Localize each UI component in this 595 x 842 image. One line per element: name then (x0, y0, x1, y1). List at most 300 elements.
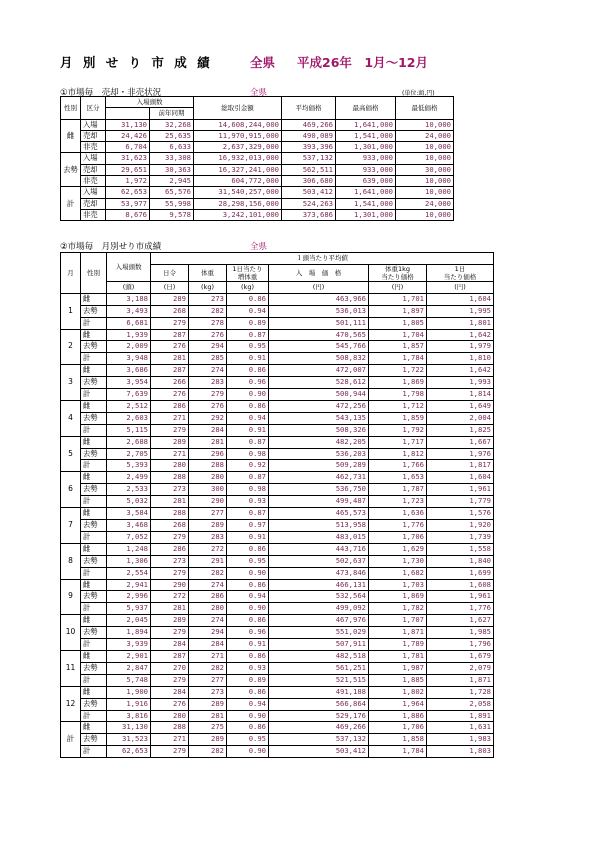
header-sex: 性別 (81, 253, 107, 294)
weight-cell: 290 (189, 496, 227, 508)
table-row (61, 555, 494, 567)
weight-cell: 274 (189, 579, 227, 591)
per-kg-cell: 1,784 (369, 746, 427, 758)
age-cell: 281 (151, 496, 189, 508)
weight-cell: 274 (189, 615, 227, 627)
age-cell: 268 (151, 305, 189, 317)
header-count: 入場頭数 (107, 253, 151, 282)
max-cell: 639,000 (336, 176, 396, 187)
daily-gain-cell: 0.86 (227, 579, 269, 591)
kubun-cell: 入場 (81, 187, 106, 198)
weight-cell: 277 (189, 674, 227, 686)
weight-cell: 279 (189, 389, 227, 401)
sex-cell: 計 (81, 317, 107, 329)
count-cell: 5,032 (107, 496, 151, 508)
count-cell: 1,972 (106, 176, 150, 187)
daily-gain-cell: 0.91 (227, 353, 269, 365)
age-cell: 284 (151, 686, 189, 698)
daily-gain-cell: 0.91 (227, 531, 269, 543)
age-cell: 289 (151, 615, 189, 627)
age-cell: 286 (151, 400, 189, 412)
per-day-cell: 1,558 (427, 543, 494, 555)
daily-gain-cell: 0.94 (227, 591, 269, 603)
table-row (61, 164, 454, 175)
daily-gain-cell: 0.98 (227, 448, 269, 460)
daily-gain-cell: 0.93 (227, 662, 269, 674)
per-day-cell: 1,627 (427, 615, 494, 627)
section1-unit: (単位:頭,円) (402, 90, 435, 97)
per-day-cell: 1,679 (427, 650, 494, 662)
price-cell: 502,637 (269, 555, 369, 567)
count-cell: 1,894 (107, 627, 151, 639)
count-cell: 7,639 (107, 389, 151, 401)
table-row (61, 198, 454, 209)
per-day-cell: 1,871 (427, 674, 494, 686)
weight-cell: 283 (189, 377, 227, 389)
per-kg-cell: 1,805 (369, 317, 427, 329)
count-cell: 1,916 (107, 698, 151, 710)
header-max: 最高価格 (336, 97, 396, 120)
age-cell: 268 (151, 520, 189, 532)
avg-cell: 373,686 (282, 209, 336, 220)
page-title: 月 別 せ り 市 成 績 (60, 55, 213, 70)
price-cell: 462,731 (269, 472, 369, 484)
table-row (61, 142, 454, 153)
table-row (61, 305, 494, 317)
month-label: 4 (61, 400, 81, 436)
count-cell: 2,554 (107, 567, 151, 579)
count-cell: 3,584 (107, 508, 151, 520)
count-cell: 3,493 (107, 305, 151, 317)
month-label: 2 (61, 329, 81, 365)
unit-per-kg: (円) (369, 281, 427, 293)
per-day-cell: 1,801 (427, 317, 494, 329)
header-price: 入 場 価 格 (269, 264, 369, 281)
max-cell: 1,541,000 (336, 198, 396, 209)
count-cell: 6,704 (106, 142, 150, 153)
daily-gain-cell: 0.93 (227, 496, 269, 508)
avg-cell: 393,396 (282, 142, 336, 153)
daily-gain-cell: 0.86 (227, 615, 269, 627)
prev-cell: 33,308 (150, 153, 194, 164)
count-cell: 3,686 (107, 365, 151, 377)
weight-cell: 292 (189, 412, 227, 424)
weight-cell: 286 (189, 591, 227, 603)
age-cell: 279 (151, 746, 189, 758)
per-kg-cell: 1,964 (369, 698, 427, 710)
per-kg-cell: 1,885 (369, 674, 427, 686)
avg-cell: 562,511 (282, 164, 336, 175)
max-cell: 1,301,000 (336, 209, 396, 220)
per-day-cell: 1,604 (427, 472, 494, 484)
count-cell: 2,512 (107, 400, 151, 412)
age-cell: 287 (151, 650, 189, 662)
month-label: 5 (61, 436, 81, 472)
kubun-cell: 非売 (81, 209, 106, 220)
price-cell: 507,911 (269, 639, 369, 651)
per-day-cell: 2,004 (427, 412, 494, 424)
age-cell: 279 (151, 317, 189, 329)
sex-cell: 計 (81, 389, 107, 401)
table-row (61, 615, 494, 627)
per-day-cell: 1,739 (427, 531, 494, 543)
unit-price: (円) (269, 281, 369, 293)
sex-cell: 去勢 (81, 591, 107, 603)
count-cell: 31,623 (106, 153, 150, 164)
kubun-cell: 売却 (81, 130, 106, 141)
count-cell: 2,688 (107, 436, 151, 448)
header-per-head: １頭当たり平均値 (151, 253, 494, 265)
per-day-cell: 1,976 (427, 448, 494, 460)
sex-cell: 去勢 (81, 448, 107, 460)
sex-cell: 計 (81, 460, 107, 472)
month-label: 9 (61, 579, 81, 615)
sex-cell: 計 (81, 603, 107, 615)
count-cell: 2,941 (107, 579, 151, 591)
count-cell: 3,468 (107, 520, 151, 532)
monthly-results-table (60, 252, 494, 758)
kubun-cell: 入場 (81, 153, 106, 164)
age-cell: 279 (151, 567, 189, 579)
weight-cell: 289 (189, 520, 227, 532)
section2-heading: ②市場毎 月別せり市成績 (60, 242, 162, 252)
age-cell: 289 (151, 293, 189, 305)
weight-cell: 282 (189, 305, 227, 317)
daily-gain-cell: 0.87 (227, 329, 269, 341)
sex-cell: 雌 (81, 615, 107, 627)
header-kubun: 区分 (81, 97, 106, 120)
price-cell: 482,518 (269, 650, 369, 662)
table-row (61, 329, 494, 341)
price-cell: 473,846 (269, 567, 369, 579)
age-cell: 272 (151, 591, 189, 603)
per-kg-cell: 1,857 (369, 341, 427, 353)
price-cell: 466,131 (269, 579, 369, 591)
header-min: 最低価格 (396, 97, 454, 120)
table-row (61, 153, 454, 164)
price-cell: 566,864 (269, 698, 369, 710)
prev-cell: 2,945 (150, 176, 194, 187)
per-kg-cell: 1,706 (369, 722, 427, 734)
weight-cell: 280 (189, 472, 227, 484)
sex-cell: 雌 (81, 579, 107, 591)
daily-gain-cell: 0.96 (227, 627, 269, 639)
header-age: 日令 (151, 264, 189, 281)
price-cell: 483,015 (269, 531, 369, 543)
sex-cell: 去勢 (81, 627, 107, 639)
daily-gain-cell: 0.91 (227, 639, 269, 651)
table-row (61, 377, 494, 389)
count-cell: 2,045 (107, 615, 151, 627)
per-kg-cell: 1,871 (369, 627, 427, 639)
per-day-cell: 1,985 (427, 627, 494, 639)
price-cell: 543,135 (269, 412, 369, 424)
sex-cell: 去勢 (81, 377, 107, 389)
table-row (61, 698, 494, 710)
min-cell: 10,000 (396, 142, 454, 153)
per-kg-cell: 1,704 (369, 329, 427, 341)
min-cell: 24,000 (396, 198, 454, 209)
total-cell: 604,772,000 (194, 176, 282, 187)
total-cell: 14,608,244,000 (194, 119, 282, 130)
weight-cell: 284 (189, 424, 227, 436)
weight-cell: 277 (189, 508, 227, 520)
count-cell: 24,426 (106, 130, 150, 141)
per-day-cell: 1,699 (427, 567, 494, 579)
per-kg-cell: 1,730 (369, 555, 427, 567)
avg-cell: 490,089 (282, 130, 336, 141)
price-cell: 561,251 (269, 662, 369, 674)
sex-cell: 計 (81, 639, 107, 651)
weight-cell: 284 (189, 639, 227, 651)
table-row (61, 496, 494, 508)
price-cell: 537,132 (269, 734, 369, 746)
count-cell: 31,130 (106, 119, 150, 130)
table-row (61, 317, 494, 329)
table-row (61, 341, 494, 353)
table-row (61, 389, 494, 401)
count-cell: 1,248 (107, 543, 151, 555)
per-day-cell: 1,728 (427, 686, 494, 698)
daily-gain-cell: 0.90 (227, 389, 269, 401)
per-day-cell: 1,803 (427, 746, 494, 758)
month-label: 3 (61, 365, 81, 401)
avg-cell: 537,132 (282, 153, 336, 164)
sex-label: 計 (61, 187, 81, 221)
count-cell: 3,948 (107, 353, 151, 365)
count-cell: 2,499 (107, 472, 151, 484)
per-kg-cell: 1,812 (369, 448, 427, 460)
age-cell: 289 (151, 436, 189, 448)
per-day-cell: 2,058 (427, 698, 494, 710)
age-cell: 266 (151, 377, 189, 389)
table-row (61, 508, 494, 520)
per-day-cell: 1,667 (427, 436, 494, 448)
count-cell: 3,188 (107, 293, 151, 305)
age-cell: 276 (151, 341, 189, 353)
max-cell: 1,301,000 (336, 142, 396, 153)
prev-cell: 55,998 (150, 198, 194, 209)
header-total: 総取引金額 (194, 97, 282, 120)
table-row (61, 710, 494, 722)
weight-cell: 280 (189, 603, 227, 615)
per-kg-cell: 1,682 (369, 567, 427, 579)
daily-gain-cell: 0.95 (227, 555, 269, 567)
month-label: 8 (61, 543, 81, 579)
price-cell: 536,203 (269, 448, 369, 460)
sex-cell: 計 (81, 567, 107, 579)
per-kg-cell: 1,792 (369, 424, 427, 436)
daily-gain-cell: 0.94 (227, 698, 269, 710)
per-kg-cell: 1,712 (369, 400, 427, 412)
weight-cell: 294 (189, 627, 227, 639)
weight-cell: 274 (189, 365, 227, 377)
per-day-cell: 1,979 (427, 341, 494, 353)
daily-gain-cell: 0.86 (227, 543, 269, 555)
per-kg-cell: 1,784 (369, 353, 427, 365)
price-cell: 503,412 (269, 746, 369, 758)
per-kg-cell: 1,723 (369, 496, 427, 508)
age-cell: 281 (151, 603, 189, 615)
month-label: 12 (61, 686, 81, 722)
count-cell: 2,705 (107, 448, 151, 460)
sex-cell: 去勢 (81, 412, 107, 424)
section1-heading: ①市場毎 売却・非売状況 (60, 88, 162, 98)
daily-gain-cell: 0.90 (227, 746, 269, 758)
kubun-cell: 売却 (81, 164, 106, 175)
count-cell: 2,009 (107, 341, 151, 353)
per-kg-cell: 1,798 (369, 389, 427, 401)
per-kg-cell: 1,869 (369, 591, 427, 603)
weight-cell: 276 (189, 329, 227, 341)
sex-cell: 去勢 (81, 484, 107, 496)
per-kg-cell: 1,706 (369, 531, 427, 543)
age-cell: 276 (151, 698, 189, 710)
sex-cell: 去勢 (81, 555, 107, 567)
min-cell: 10,000 (396, 187, 454, 198)
per-kg-cell: 1,653 (369, 472, 427, 484)
daily-gain-cell: 0.86 (227, 722, 269, 734)
max-cell: 1,541,000 (336, 130, 396, 141)
daily-gain-cell: 0.97 (227, 520, 269, 532)
price-cell: 545,766 (269, 341, 369, 353)
sex-cell: 計 (81, 424, 107, 436)
header-avg: 平均価格 (282, 97, 336, 120)
kubun-cell: 入場 (81, 119, 106, 130)
daily-gain-cell: 0.87 (227, 508, 269, 520)
max-cell: 1,641,000 (336, 187, 396, 198)
min-cell: 10,000 (396, 153, 454, 164)
sex-cell: 雌 (81, 686, 107, 698)
per-kg-cell: 1,897 (369, 305, 427, 317)
age-cell: 279 (151, 531, 189, 543)
count-cell: 2,847 (107, 662, 151, 674)
table-row (61, 130, 454, 141)
per-day-cell: 1,961 (427, 484, 494, 496)
header-month: 月 (61, 253, 81, 294)
price-cell: 463,966 (269, 293, 369, 305)
table-row (61, 176, 454, 187)
price-cell: 499,092 (269, 603, 369, 615)
sex-cell: 去勢 (81, 341, 107, 353)
per-day-cell: 1,604 (427, 293, 494, 305)
title-period: 平成26年 1月～12月 (297, 55, 428, 70)
table-row (61, 531, 494, 543)
count-cell: 29,651 (106, 164, 150, 175)
per-kg-cell: 1,636 (369, 508, 427, 520)
table-row (61, 686, 494, 698)
sex-cell: 雌 (81, 329, 107, 341)
header-daily-gain: 1日当たり 増体重 (227, 264, 269, 281)
table-row (61, 209, 454, 220)
count-cell: 2,996 (107, 591, 151, 603)
weight-cell: 281 (189, 436, 227, 448)
table-row (61, 627, 494, 639)
total-cell: 3,242,101,000 (194, 209, 282, 220)
per-kg-cell: 1,722 (369, 365, 427, 377)
age-cell: 279 (151, 674, 189, 686)
count-cell: 3,939 (107, 639, 151, 651)
per-day-cell: 1,825 (427, 424, 494, 436)
per-day-cell: 1,796 (427, 639, 494, 651)
per-day-cell: 1,608 (427, 579, 494, 591)
prev-cell: 32,268 (150, 119, 194, 130)
weight-cell: 273 (189, 293, 227, 305)
sex-cell: 去勢 (81, 520, 107, 532)
per-day-cell: 1,776 (427, 603, 494, 615)
section1-scope: 全県 (250, 88, 268, 98)
table-row (61, 412, 494, 424)
per-kg-cell: 1,858 (369, 734, 427, 746)
age-cell: 271 (151, 412, 189, 424)
weight-cell: 282 (189, 746, 227, 758)
max-cell: 933,000 (336, 153, 396, 164)
per-day-cell: 1,631 (427, 722, 494, 734)
sex-cell: 雌 (81, 293, 107, 305)
avg-cell: 469,266 (282, 119, 336, 130)
age-cell: 286 (151, 543, 189, 555)
daily-gain-cell: 0.90 (227, 710, 269, 722)
weight-cell: 289 (189, 698, 227, 710)
weight-cell: 289 (189, 734, 227, 746)
age-cell: 280 (151, 710, 189, 722)
per-kg-cell: 1,717 (369, 436, 427, 448)
table-row (61, 472, 494, 484)
age-cell: 273 (151, 484, 189, 496)
per-day-cell: 1,961 (427, 591, 494, 603)
sex-cell: 雌 (81, 436, 107, 448)
table-row (61, 436, 494, 448)
sex-cell: 雌 (81, 472, 107, 484)
month-label: 7 (61, 508, 81, 544)
daily-gain-cell: 0.87 (227, 472, 269, 484)
daily-gain-cell: 0.86 (227, 650, 269, 662)
age-cell: 284 (151, 639, 189, 651)
max-cell: 1,641,000 (336, 119, 396, 130)
sex-cell: 雌 (81, 722, 107, 734)
header-per-day: 1日 当たり価格 (427, 264, 494, 281)
table-row (61, 400, 494, 412)
table-row (61, 734, 494, 746)
age-cell: 287 (151, 365, 189, 377)
price-cell: 508,832 (269, 353, 369, 365)
table-row (61, 603, 494, 615)
age-cell: 271 (151, 734, 189, 746)
total-cell: 31,540,257,000 (194, 187, 282, 198)
per-kg-cell: 1,629 (369, 543, 427, 555)
per-day-cell: 1,817 (427, 460, 494, 472)
count-cell: 7,052 (107, 531, 151, 543)
table-row (61, 424, 494, 436)
per-kg-cell: 1,789 (369, 639, 427, 651)
month-label: 1 (61, 293, 81, 329)
table-row (61, 662, 494, 674)
unit-per-day: (円) (427, 281, 494, 293)
weight-cell: 294 (189, 341, 227, 353)
price-cell: 491,188 (269, 686, 369, 698)
count-cell: 3,816 (107, 710, 151, 722)
per-day-cell: 1,920 (427, 520, 494, 532)
daily-gain-cell: 0.89 (227, 674, 269, 686)
daily-gain-cell: 0.86 (227, 293, 269, 305)
table-row (61, 353, 494, 365)
per-day-cell: 1,642 (427, 365, 494, 377)
count-cell: 31,130 (107, 722, 151, 734)
daily-gain-cell: 0.95 (227, 341, 269, 353)
sex-cell: 計 (81, 746, 107, 758)
table-row (61, 674, 494, 686)
price-cell: 465,573 (269, 508, 369, 520)
